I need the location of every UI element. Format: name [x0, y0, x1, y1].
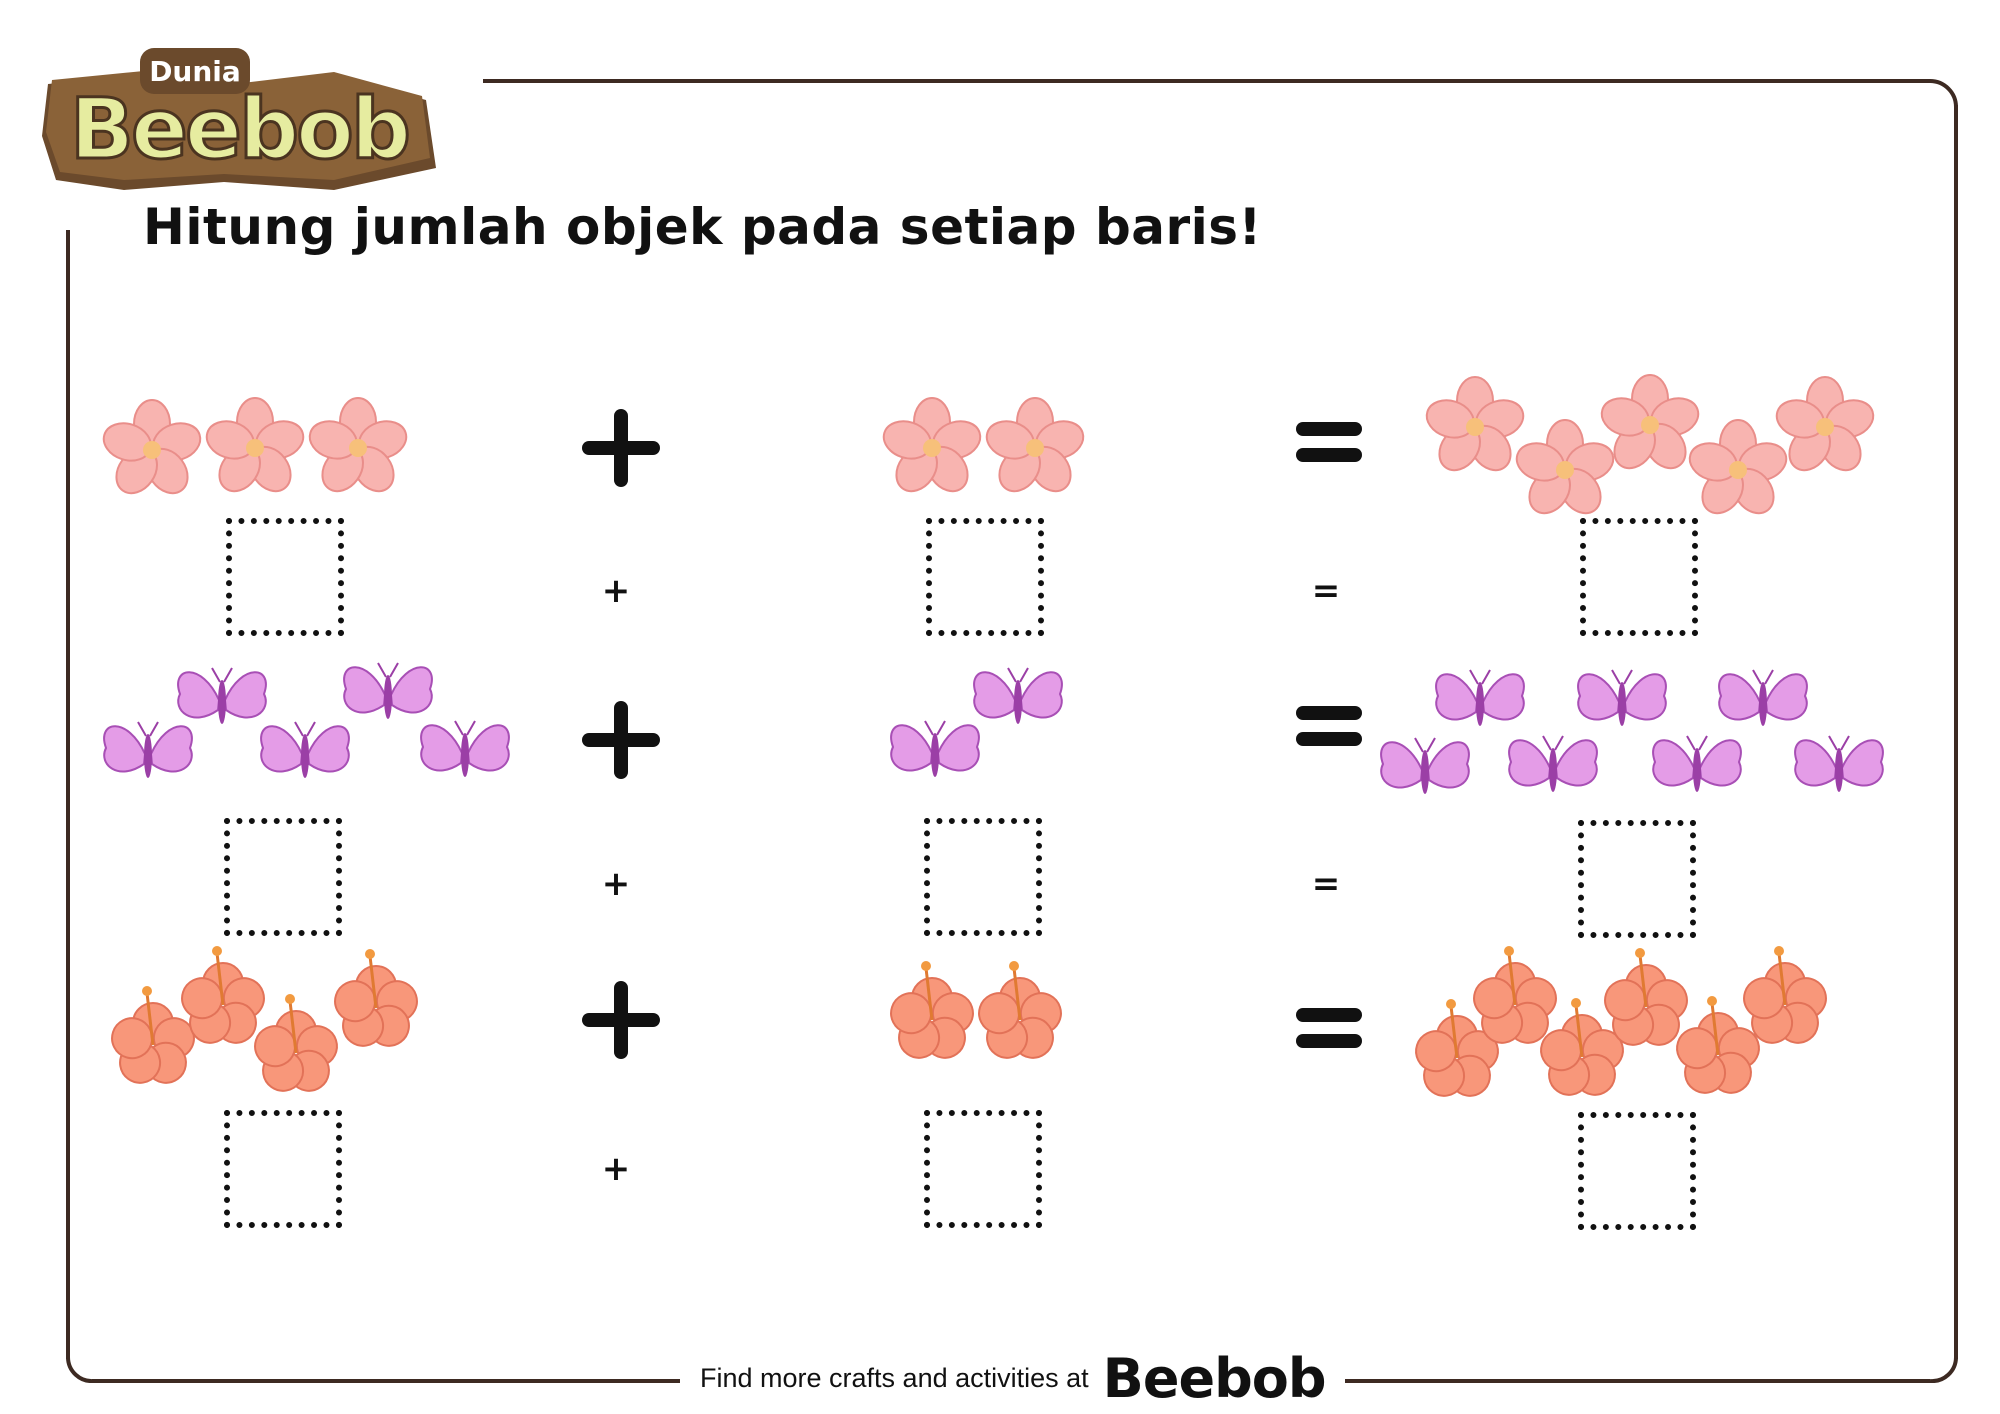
frame-top	[483, 79, 1930, 83]
butterfly-icon	[1381, 738, 1469, 794]
row2-equals-icon	[1294, 702, 1364, 752]
butterfly-icon	[1653, 736, 1741, 792]
answer-box[interactable]	[226, 518, 344, 636]
pink-flower-icon	[982, 398, 1088, 499]
row2-left-butterflies	[100, 660, 520, 800]
row3-plus-icon	[578, 977, 664, 1063]
answer-box[interactable]	[1578, 1112, 1696, 1230]
frame-corner-bl	[66, 1355, 96, 1383]
row1-equals-icon	[1294, 418, 1364, 468]
row2-small-equals: =	[1311, 864, 1341, 904]
butterfly-icon	[104, 722, 192, 778]
logo-small-text: Dunia	[149, 55, 241, 88]
frame-left	[66, 230, 70, 1359]
row1-small-plus: +	[601, 571, 631, 611]
row2-small-plus: +	[601, 864, 631, 904]
footer-brand: Beebob	[1102, 1346, 1326, 1410]
row3-equals-icon	[1294, 1004, 1364, 1054]
pink-flower-icon	[100, 400, 205, 501]
hibiscus-icon	[974, 961, 1066, 1066]
row1-middle-flowers	[880, 395, 1100, 505]
pink-flower-icon	[1512, 420, 1618, 521]
hibiscus-icon	[330, 949, 422, 1054]
butterfly-icon	[1509, 736, 1597, 792]
row2-result-butterflies	[1380, 660, 1900, 810]
answer-box[interactable]	[1580, 518, 1698, 636]
answer-box[interactable]	[924, 1110, 1042, 1228]
row3-middle-hibiscus	[880, 960, 1080, 1070]
frame-corner-br	[1926, 1355, 1958, 1383]
pink-flower-icon	[1422, 377, 1528, 478]
instruction-title: Hitung jumlah objek pada setiap baris!	[143, 198, 1262, 256]
frame-right	[1954, 105, 1958, 1359]
hibiscus-icon	[250, 994, 342, 1095]
butterfly-icon	[344, 663, 432, 719]
butterfly-icon	[1795, 736, 1883, 792]
pink-flower-icon	[880, 398, 985, 499]
row1-small-equals: =	[1311, 571, 1341, 611]
pink-flower-icon	[1685, 420, 1791, 521]
butterfly-icon	[178, 668, 266, 724]
answer-box[interactable]	[224, 1110, 342, 1228]
row1-plus-icon	[578, 405, 664, 491]
answer-box[interactable]	[1578, 820, 1696, 938]
row3-small-plus: +	[601, 1149, 631, 1189]
row3-left-hibiscus	[100, 945, 430, 1095]
pink-flower-icon	[202, 398, 308, 499]
row2-middle-butterflies	[890, 660, 1070, 800]
row1-result-flowers	[1420, 370, 1900, 530]
butterfly-icon	[1436, 670, 1524, 726]
footer	[680, 1348, 1345, 1408]
hibiscus-icon	[886, 961, 978, 1066]
pink-flower-icon	[305, 398, 411, 499]
butterfly-icon	[261, 722, 349, 778]
row1-left-flowers	[100, 395, 420, 505]
butterfly-icon	[421, 721, 509, 777]
answer-box[interactable]	[926, 518, 1044, 636]
row3-result-hibiscus	[1400, 945, 1860, 1105]
brand-logo	[34, 40, 444, 190]
butterfly-icon	[891, 721, 979, 777]
butterfly-icon	[974, 668, 1062, 724]
pink-flower-icon	[1772, 377, 1878, 478]
frame-corner-tr	[1926, 79, 1958, 111]
footer-text: Find more crafts and activities at	[700, 1362, 1089, 1393]
logo-big-text: Beebob	[70, 80, 408, 178]
answer-box[interactable]	[224, 818, 342, 936]
butterfly-icon	[1578, 670, 1666, 726]
butterfly-icon	[1719, 670, 1807, 726]
answer-box[interactable]	[924, 818, 1042, 936]
row2-plus-icon	[578, 697, 664, 783]
